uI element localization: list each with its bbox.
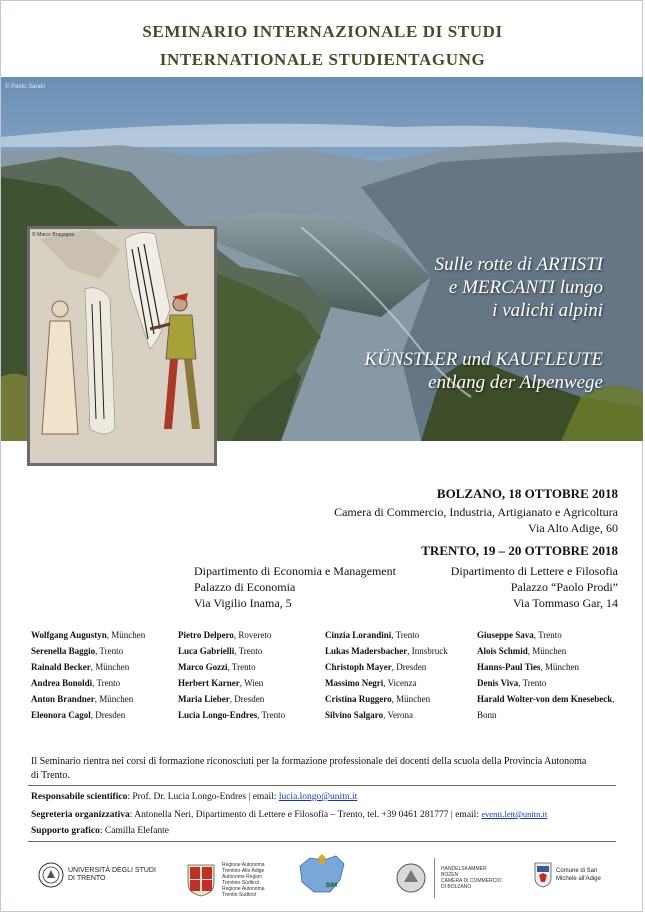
header-title-de: INTERNATIONALE STUDIENTAGUNG [159, 50, 486, 69]
speaker: Giuseppe Sava, Trento [477, 630, 562, 640]
chamber-text: DI BOLZANO [441, 884, 472, 890]
comune-shield-icon [534, 862, 552, 888]
organizing-secretary: Segreteria organizzativa: Antonella Neri, Dipartimento di Lettere e Filosofia – Trento, tel. +39 0461 281777 | email: eventi.lett@unitn.it [31, 809, 548, 820]
speaker: Lucia Longo-Endres, Trento [178, 710, 286, 720]
speakers-column-2 [178, 627, 285, 723]
title-it-line: i valichi alpini [492, 300, 603, 321]
speaker: Anton Brandner, München [31, 694, 134, 704]
training-note: Il Seminario rientra nei corsi di formazione riconosciuti per la formazione professionale dei docenti della scuola della Provincia Autonoma di Trento. [31, 756, 587, 781]
bim-logo [296, 852, 348, 896]
header-title-it: SEMINARIO INTERNAZIONALE DI STUDI [142, 22, 503, 41]
speaker: Wolfgang Augustyn, München [31, 630, 146, 640]
speaker: Andrea Bonoldi, Trento [31, 678, 121, 688]
speaker: Silvino Salgaro, Verona [325, 710, 413, 720]
title-it-line: e MERCANTI lungo [448, 277, 603, 298]
title-de-line: entlang der Alpenwege [428, 372, 603, 393]
divider [28, 841, 616, 842]
unitn-seal-icon [38, 862, 64, 888]
unitn-text: UNIVERSITÀ DEGLI STUDI [68, 867, 156, 874]
region-text: Autonome Region [222, 874, 263, 880]
venue-line: Palazzo “Paolo Prodi” [510, 580, 618, 594]
bolzano-venue: Camera di Commercio, Industria, Artigianato e Agricoltura [334, 505, 618, 519]
speakers-column-4 [477, 627, 615, 723]
venue-line: Palazzo di Economia [194, 580, 296, 594]
fresco-inset-image [27, 226, 217, 466]
bolzano-heading: BOLZANO, 18 OTTOBRE 2018 [436, 486, 618, 501]
chamber-divider [434, 858, 435, 898]
region-text: Trentin-Sudtirol [222, 892, 256, 898]
unitn-logo [38, 862, 156, 888]
email-link[interactable]: lucia.longo@unitn.it [278, 792, 358, 802]
title-de-line: KÜNSTLER und KAUFLEUTE [364, 349, 603, 370]
trento-venue-economia [194, 563, 396, 611]
speaker: Bonn [477, 710, 497, 720]
speaker: Lukas Madersbacher, Innsbruck [325, 646, 448, 656]
speaker: Pietro Delpero, Rovereto [178, 630, 272, 640]
region-text: Trentino-Südtirol [222, 880, 259, 886]
title-italian [435, 253, 603, 322]
region-coat-of-arms-icon [186, 863, 216, 897]
speaker: Maria Lieber, Dresden [178, 694, 265, 704]
scientific-lead: Responsabile scientifico: Prof. Dr. Lucia Longo-Endres | email: lucia.longo@unitn.it [31, 792, 358, 802]
unitn-text: DI TRENTO [68, 875, 106, 882]
speaker: Harald Wolter-von dem Knesebeck, [477, 694, 615, 704]
comune-text: Michele all'Adige [556, 876, 601, 882]
venue-line: Dipartimento di Lettere e Filosofia [450, 564, 618, 578]
speaker: Rainald Becker, München [31, 662, 130, 672]
bim-map-icon [296, 852, 348, 896]
venue-line: Via Tommaso Gar, 14 [512, 596, 618, 610]
region-logo [186, 862, 265, 898]
region-text: Regione Autonoma [222, 862, 265, 868]
speaker: Herbert Karner, Wien [178, 678, 264, 688]
speaker: Cristina Ruggero, München [325, 694, 431, 704]
venue-line: Via Vigilio Inama, 5 [194, 596, 292, 610]
comune-logo [534, 862, 601, 888]
speakers-column-1 [31, 627, 145, 723]
graphic-support: Supporto grafico: Camilla Elefante [31, 826, 169, 836]
trento-venue-lettere [451, 563, 618, 611]
speaker: Massimo Negri, Vicenza [325, 678, 417, 688]
email-link[interactable]: eventi.lett@unitn.it [481, 809, 548, 819]
chamber-text: HANDELSKAMMER [441, 866, 487, 872]
region-text: Regione Autonoma [222, 886, 265, 892]
chamber-text: CAMERA DI COMMERCIO [441, 878, 502, 884]
comune-text: Comune di San [556, 868, 598, 874]
title-it-line: Sulle rotte di ARTISTI [434, 254, 603, 275]
chamber-emblem-icon [394, 862, 428, 894]
bim-text: BIM [326, 883, 337, 889]
divider [28, 785, 616, 786]
speaker: Denis Viva, Trento [477, 678, 547, 688]
region-text: Trentino-Alto Adige [222, 868, 265, 874]
speakers-column-3 [325, 627, 448, 723]
speaker: Christoph Mayer, Dresden [325, 662, 427, 672]
speaker: Eleonora Cagol, Dresden [31, 710, 126, 720]
speaker: Luca Gabrielli, Trento [178, 646, 263, 656]
title-german [364, 348, 603, 394]
speaker: Marco Gozzi, Trento [178, 662, 256, 672]
venue-line: Dipartimento di Economia e Management [194, 564, 396, 578]
inset-credit: © Marco Bragagna [32, 232, 75, 238]
trento-heading: TRENTO, 19 – 20 OTTOBRE 2018 [421, 543, 618, 558]
speaker: Alois Schmid, München [477, 646, 567, 656]
bolzano-address: Via Alto Adige, 60 [528, 521, 618, 535]
chamber-logo [394, 858, 502, 898]
photo-credit: © Paolo Sandri [5, 84, 46, 90]
speaker: Hanns-Paul Ties, München [477, 662, 579, 672]
chamber-text: BOZEN [441, 872, 459, 878]
speaker: Serenella Baggio, Trento [31, 646, 124, 656]
speaker: Cinzia Lorandini, Trento [325, 630, 420, 640]
